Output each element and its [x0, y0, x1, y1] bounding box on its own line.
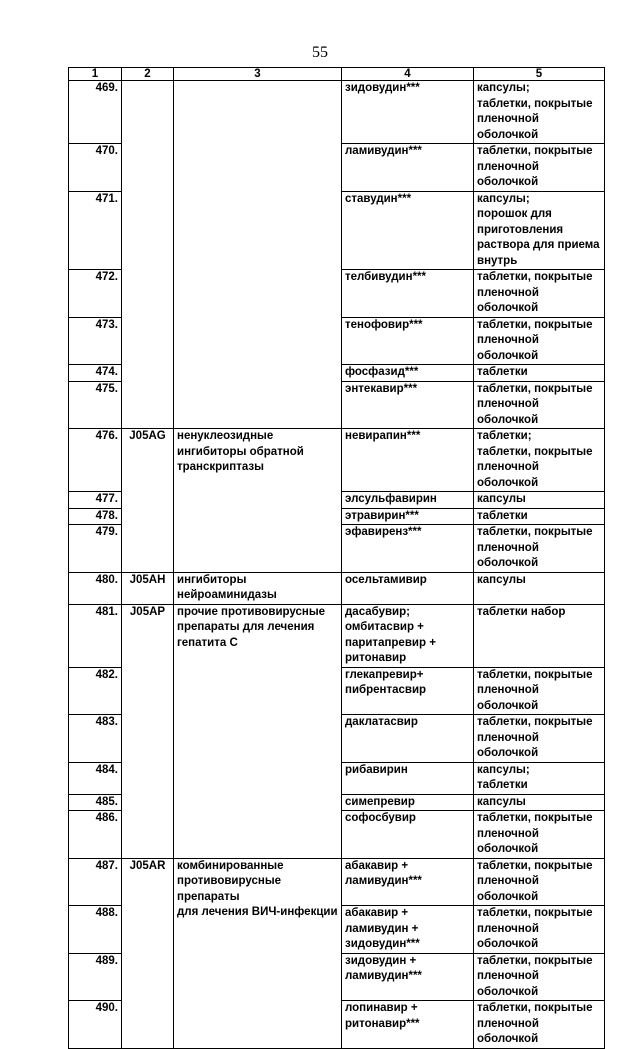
drug-name: телбивудин***	[342, 270, 474, 318]
dosage-form: таблетки, покрытые пленочной оболочкой	[474, 317, 605, 365]
table-row	[69, 604, 605, 667]
row-number: 490.	[69, 1001, 122, 1049]
dosage-form: капсулы	[474, 572, 605, 604]
atc-code: J05AP	[122, 604, 174, 858]
dosage-form: таблетки, покрытые пленочной оболочкой	[474, 270, 605, 318]
dosage-form: капсулы; таблетки	[474, 762, 605, 794]
drug-class: прочие противовирусные препараты для лечения гепатита С	[174, 604, 342, 858]
row-number: 484.	[69, 762, 122, 794]
drug-name: ставудин***	[342, 191, 474, 270]
drug-name: симепревир	[342, 794, 474, 811]
dosage-form: таблетки, покрытые пленочной оболочкой	[474, 381, 605, 429]
dosage-form: капсулы	[474, 492, 605, 509]
row-number: 477.	[69, 492, 122, 509]
row-number: 489.	[69, 953, 122, 1001]
drug-name: осельтамивир	[342, 572, 474, 604]
table-row	[69, 81, 605, 144]
drug-class: ненуклеозидные ингибиторы обратной транскриптазы	[174, 429, 342, 573]
row-number: 475.	[69, 381, 122, 429]
dosage-form: таблетки, покрытые пленочной оболочкой	[474, 953, 605, 1001]
dosage-form: таблетки	[474, 508, 605, 525]
row-number: 480.	[69, 572, 122, 604]
drug-name: дасабувир; омбитасвир + паритапревир + ритонавир	[342, 604, 474, 667]
dosage-form: капсулы; порошок для приготовления раствора для приема внутрь	[474, 191, 605, 270]
atc-code: J05AR	[122, 858, 174, 1048]
row-number: 487.	[69, 858, 122, 906]
dosage-form: таблетки, покрытые пленочной оболочкой	[474, 906, 605, 954]
drug-class: ингибиторы нейроаминидазы	[174, 572, 342, 604]
dosage-form: таблетки, покрытые пленочной оболочкой	[474, 811, 605, 859]
dosage-form: таблетки	[474, 365, 605, 382]
row-number: 474.	[69, 365, 122, 382]
drug-name: ламивудин***	[342, 144, 474, 192]
table-row	[69, 429, 605, 492]
atc-code: J05AG	[122, 429, 174, 573]
table-header-row	[69, 68, 605, 81]
row-number: 478.	[69, 508, 122, 525]
row-number: 473.	[69, 317, 122, 365]
drug-class: комбинированные противовирусные препараты для лечения ВИЧ-инфекции	[174, 858, 342, 1048]
dosage-form: капсулы	[474, 794, 605, 811]
drug-name: тенофовир***	[342, 317, 474, 365]
drug-name: невирапин***	[342, 429, 474, 492]
column-header: 1	[69, 68, 122, 81]
page-number: 55	[312, 44, 328, 61]
column-header: 4	[342, 68, 474, 81]
drug-name: рибавирин	[342, 762, 474, 794]
dosage-form: таблетки набор	[474, 604, 605, 667]
dosage-form: таблетки, покрытые пленочной оболочкой	[474, 525, 605, 573]
atc-code	[122, 81, 174, 429]
row-number: 472.	[69, 270, 122, 318]
row-number: 485.	[69, 794, 122, 811]
drug-class	[174, 81, 342, 429]
drug-name: лопинавир + ритонавир***	[342, 1001, 474, 1049]
atc-code: J05AH	[122, 572, 174, 604]
drug-name: зидовудин***	[342, 81, 474, 144]
drug-name: эфавиренз***	[342, 525, 474, 573]
dosage-form: капсулы; таблетки, покрытые пленочной оболочкой	[474, 81, 605, 144]
dosage-form: таблетки, покрытые пленочной оболочкой	[474, 715, 605, 763]
table-row	[69, 572, 605, 604]
dosage-form: таблетки, покрытые пленочной оболочкой	[474, 858, 605, 906]
dosage-form: таблетки, покрытые пленочной оболочкой	[474, 667, 605, 715]
column-header: 5	[474, 68, 605, 81]
row-number: 479.	[69, 525, 122, 573]
drug-name: абакавир + ламивудин + зидовудин***	[342, 906, 474, 954]
drug-name: элсульфавирин	[342, 492, 474, 509]
drug-name: даклатасвир	[342, 715, 474, 763]
drug-list-table	[68, 67, 605, 1049]
drug-name: абакавир + ламивудин***	[342, 858, 474, 906]
row-number: 486.	[69, 811, 122, 859]
column-header: 2	[122, 68, 174, 81]
column-header: 3	[174, 68, 342, 81]
drug-name: зидовудин + ламивудин***	[342, 953, 474, 1001]
row-number: 482.	[69, 667, 122, 715]
row-number: 476.	[69, 429, 122, 492]
row-number: 469.	[69, 81, 122, 144]
row-number: 488.	[69, 906, 122, 954]
drug-name: энтекавир***	[342, 381, 474, 429]
row-number: 470.	[69, 144, 122, 192]
drug-name: фосфазид***	[342, 365, 474, 382]
dosage-form: таблетки, покрытые пленочной оболочкой	[474, 1001, 605, 1049]
drug-name: этравирин***	[342, 508, 474, 525]
row-number: 481.	[69, 604, 122, 667]
drug-name: глекапревир+ пибрентасвир	[342, 667, 474, 715]
table-row	[69, 858, 605, 906]
row-number: 483.	[69, 715, 122, 763]
drug-name: софосбувир	[342, 811, 474, 859]
dosage-form: таблетки, покрытые пленочной оболочкой	[474, 144, 605, 192]
dosage-form: таблетки; таблетки, покрытые пленочной оболочкой	[474, 429, 605, 492]
row-number: 471.	[69, 191, 122, 270]
